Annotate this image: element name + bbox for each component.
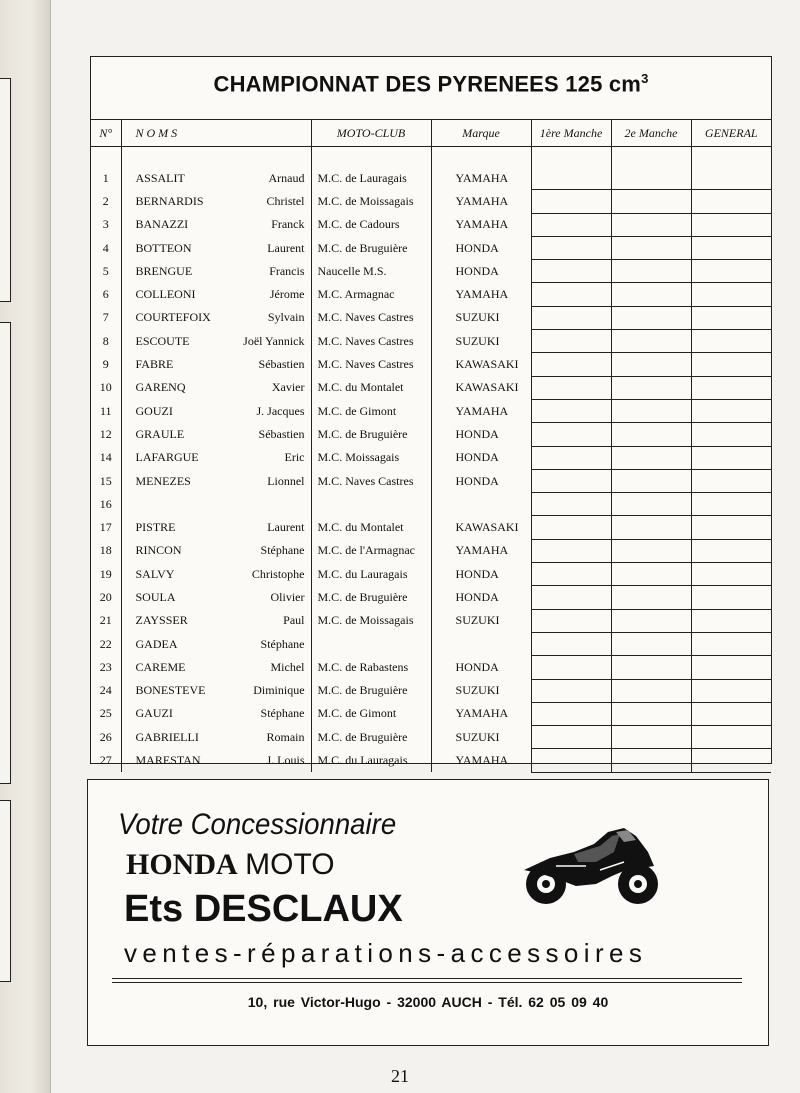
rider-club: M.C. de Bruguière: [311, 726, 431, 749]
score-manche2: [611, 493, 691, 516]
score-manche1: [531, 539, 611, 562]
rider-make: HONDA: [431, 656, 531, 679]
score-manche1: [531, 656, 611, 679]
dealer-advertisement: [87, 779, 769, 1046]
score-manche1: [531, 632, 611, 655]
ad-address: 10, rue Victor-Hugo - 32000 AUCH - Tél. 62 05 09 40: [247, 994, 609, 1010]
rider-firstname: Lionnel: [221, 469, 311, 492]
table-spacer-row: [91, 147, 771, 168]
score-manche1: [531, 167, 611, 190]
rider-surname: BOTTEON: [135, 240, 192, 255]
score-manche1: [531, 679, 611, 702]
table-row: [91, 306, 771, 329]
rider-make: HONDA: [431, 446, 531, 469]
rider-club: M.C. du Montalet: [311, 516, 431, 539]
table-row: [91, 586, 771, 609]
rider-surname: BERNARDIS: [135, 193, 204, 208]
col-header-no: N°: [91, 120, 121, 147]
score-manche2: [611, 399, 691, 422]
col-header-general: GENERAL: [691, 120, 771, 147]
rider-club: M.C. Moissagais: [311, 446, 431, 469]
rider-surname: [121, 493, 221, 516]
score-manche1: [531, 376, 611, 399]
rider-surname: MARESTAN: [135, 753, 201, 768]
rider-surname: GOUZI: [135, 403, 173, 418]
score-general: [691, 446, 771, 469]
rider-surname: BRENGUE: [135, 263, 193, 278]
score-general: [691, 469, 771, 492]
results-table: [91, 119, 771, 773]
score-manche1: [531, 446, 611, 469]
rider-surname: GADEA: [135, 636, 178, 651]
table-row: [91, 679, 771, 702]
table-row: [91, 260, 771, 283]
score-manche2: [611, 213, 691, 236]
rider-surname: ESCOUTE: [135, 333, 190, 348]
rider-number: 5: [91, 260, 121, 283]
score-general: [691, 423, 771, 446]
rider-club: M.C. du Lauragais: [311, 749, 431, 772]
score-general: [691, 190, 771, 213]
score-manche2: [611, 423, 691, 446]
rider-number: 27: [91, 749, 121, 772]
score-manche1: [531, 213, 611, 236]
table-row: [91, 330, 771, 353]
rider-make: HONDA: [431, 236, 531, 259]
score-manche1: [531, 423, 611, 446]
score-manche2: [611, 563, 691, 586]
score-manche2: [611, 330, 691, 353]
table-header-row: [91, 120, 771, 147]
rider-make: HONDA: [431, 469, 531, 492]
score-manche2: [611, 609, 691, 632]
rider-surname: FABRE: [135, 357, 174, 372]
ad-company: Ets DESCLAUX: [124, 888, 403, 930]
rider-club: M.C. de Bruguière: [311, 423, 431, 446]
rider-number: 2: [91, 190, 121, 213]
rider-club: M.C. du Lauragais: [311, 563, 431, 586]
rider-club: M.C. Armagnac: [311, 283, 431, 306]
rider-make: HONDA: [431, 586, 531, 609]
table-row: [91, 213, 771, 236]
rider-number: 12: [91, 423, 121, 446]
rider-firstname: Olivier: [221, 586, 311, 609]
col-header-noms: N O M S: [121, 120, 311, 147]
rider-firstname: Diminique: [221, 679, 311, 702]
rider-make: [431, 493, 531, 516]
score-manche2: [611, 306, 691, 329]
col-header-marque: Marque: [431, 120, 531, 147]
rider-make: YAMAHA: [431, 283, 531, 306]
rider-club: M.C. de Moissagais: [311, 190, 431, 213]
score-manche2: [611, 539, 691, 562]
score-manche1: [531, 236, 611, 259]
rider-firstname: Michel: [221, 656, 311, 679]
rider-make: YAMAHA: [431, 539, 531, 562]
score-general: [691, 726, 771, 749]
results-sheet: [90, 56, 772, 768]
score-general: [691, 330, 771, 353]
rider-club: M.C. Naves Castres: [311, 306, 431, 329]
rider-club: M.C. du Montalet: [311, 376, 431, 399]
rider-surname: ASSALIT: [135, 170, 185, 185]
rider-firstname: Christophe: [221, 563, 311, 586]
binding-tab: [0, 78, 11, 302]
rider-club: M.C. Naves Castres: [311, 469, 431, 492]
score-general: [691, 493, 771, 516]
rider-make: KAWASAKI: [431, 353, 531, 376]
score-general: [691, 609, 771, 632]
rider-make: YAMAHA: [431, 399, 531, 422]
rider-make: KAWASAKI: [431, 516, 531, 539]
score-manche2: [611, 632, 691, 655]
ad-brand: [126, 848, 335, 882]
rider-number: 20: [91, 586, 121, 609]
score-manche2: [611, 260, 691, 283]
score-general: [691, 702, 771, 725]
table-row: [91, 167, 771, 190]
title-text: CHAMPIONNAT DES PYRENEES 125 cm: [213, 71, 642, 97]
rider-make: SUZUKI: [431, 609, 531, 632]
score-manche2: [611, 469, 691, 492]
score-manche1: [531, 586, 611, 609]
rider-number: 16: [91, 493, 121, 516]
score-general: [691, 213, 771, 236]
rider-surname: LAFARGUE: [135, 450, 199, 465]
score-manche1: [531, 749, 611, 772]
score-manche2: [611, 236, 691, 259]
rider-firstname: Laurent: [221, 516, 311, 539]
rider-number: 15: [91, 469, 121, 492]
rider-firstname: J. Louis: [221, 749, 311, 772]
rider-number: 6: [91, 283, 121, 306]
score-manche2: [611, 726, 691, 749]
score-manche1: [531, 563, 611, 586]
score-manche2: [611, 353, 691, 376]
score-general: [691, 283, 771, 306]
rider-surname: RINCON: [135, 543, 182, 558]
rider-number: 11: [91, 399, 121, 422]
rider-firstname: Xavier: [221, 376, 311, 399]
rider-firstname: Stéphane: [221, 632, 311, 655]
rider-make: HONDA: [431, 260, 531, 283]
score-manche2: [611, 656, 691, 679]
table-row: [91, 609, 771, 632]
rider-club: M.C. de Gimont: [311, 702, 431, 725]
score-manche1: [531, 469, 611, 492]
score-manche1: [531, 702, 611, 725]
rider-make: SUZUKI: [431, 679, 531, 702]
table-row: [91, 376, 771, 399]
ad-services: ventes-réparations-accessoires: [124, 938, 648, 968]
rider-firstname: Sébastien: [221, 423, 311, 446]
rider-surname: MENEZES: [135, 473, 191, 488]
ad-tagline: Votre Concessionnaire: [118, 808, 397, 841]
rider-surname: BONESTEVE: [135, 683, 206, 698]
title-superscript: 3: [641, 71, 649, 86]
rider-club: M.C. de Gimont: [311, 399, 431, 422]
score-manche2: [611, 376, 691, 399]
table-row: [91, 749, 771, 772]
table-row: [91, 656, 771, 679]
rider-surname: COLLEONI: [135, 287, 196, 302]
table-row: [91, 539, 771, 562]
score-general: [691, 586, 771, 609]
score-general: [691, 353, 771, 376]
rider-club: [311, 493, 431, 516]
binding-tab: [0, 800, 11, 982]
score-manche1: [531, 283, 611, 306]
score-manche2: [611, 749, 691, 772]
rider-firstname: Stéphane: [221, 539, 311, 562]
rider-make: YAMAHA: [431, 702, 531, 725]
score-manche1: [531, 493, 611, 516]
rider-make: SUZUKI: [431, 726, 531, 749]
rider-make: HONDA: [431, 423, 531, 446]
rider-number: 7: [91, 306, 121, 329]
rider-firstname: Arnaud: [221, 167, 311, 190]
table-row: [91, 516, 771, 539]
rider-firstname: Romain: [221, 726, 311, 749]
score-manche1: [531, 516, 611, 539]
rider-make: YAMAHA: [431, 213, 531, 236]
rider-number: 10: [91, 376, 121, 399]
rider-club: M.C. de Moissagais: [311, 609, 431, 632]
motorcycle-icon: [516, 822, 666, 912]
score-manche2: [611, 516, 691, 539]
rider-club: M.C. Naves Castres: [311, 330, 431, 353]
rider-firstname: Jérome: [221, 283, 311, 306]
score-general: [691, 516, 771, 539]
rider-firstname: Eric: [221, 446, 311, 469]
rider-make: SUZUKI: [431, 306, 531, 329]
rider-make: HONDA: [431, 563, 531, 586]
rider-surname: GAUZI: [135, 706, 173, 721]
rider-surname: COURTEFOIX: [135, 310, 211, 325]
rider-number: 17: [91, 516, 121, 539]
page-title: [91, 71, 771, 97]
score-manche1: [531, 726, 611, 749]
rider-number: 14: [91, 446, 121, 469]
score-manche2: [611, 283, 691, 306]
rider-number: 19: [91, 563, 121, 586]
rider-surname: GABRIELLI: [135, 729, 199, 744]
binding-tab: [0, 322, 11, 784]
rider-club: M.C. de Rabastens: [311, 656, 431, 679]
table-row: [91, 353, 771, 376]
score-general: [691, 563, 771, 586]
table-row: [91, 190, 771, 213]
rider-number: 8: [91, 330, 121, 353]
score-manche1: [531, 260, 611, 283]
rider-number: 3: [91, 213, 121, 236]
page-number: 21: [391, 1066, 409, 1086]
score-manche1: [531, 609, 611, 632]
score-general: [691, 306, 771, 329]
rider-surname: CAREME: [135, 659, 186, 674]
rider-firstname: Franck: [221, 213, 311, 236]
rider-firstname: Stéphane: [221, 702, 311, 725]
table-row: [91, 236, 771, 259]
rider-number: 22: [91, 632, 121, 655]
rider-firstname: Joël Yannick: [221, 330, 311, 353]
rider-surname: GRAULE: [135, 426, 185, 441]
score-general: [691, 167, 771, 190]
table-row: [91, 469, 771, 492]
rider-number: 1: [91, 167, 121, 190]
score-general: [691, 260, 771, 283]
rider-club: M.C. Naves Castres: [311, 353, 431, 376]
rider-number: 18: [91, 539, 121, 562]
table-row: [91, 632, 771, 655]
rider-club: M.C. de Bruguière: [311, 236, 431, 259]
rider-number: 26: [91, 726, 121, 749]
score-general: [691, 236, 771, 259]
rider-make: YAMAHA: [431, 190, 531, 213]
rider-make: YAMAHA: [431, 167, 531, 190]
rider-number: 24: [91, 679, 121, 702]
score-general: [691, 632, 771, 655]
rider-number: 25: [91, 702, 121, 725]
score-manche1: [531, 330, 611, 353]
ad-brand-name: HONDA: [126, 848, 238, 881]
rider-firstname: Paul: [221, 609, 311, 632]
score-general: [691, 399, 771, 422]
score-manche1: [531, 306, 611, 329]
rider-surname: BANAZZI: [135, 217, 189, 232]
score-general: [691, 376, 771, 399]
ad-divider: [112, 978, 742, 979]
rider-club: M.C. de l'Armagnac: [311, 539, 431, 562]
rider-firstname: Francis: [221, 260, 311, 283]
rider-firstname: J. Jacques: [221, 399, 311, 422]
rider-make: YAMAHA: [431, 749, 531, 772]
score-general: [691, 539, 771, 562]
rider-number: 4: [91, 236, 121, 259]
score-manche1: [531, 353, 611, 376]
col-header-club: MOTO-CLUB: [311, 120, 431, 147]
score-manche2: [611, 702, 691, 725]
rider-number: 9: [91, 353, 121, 376]
rider-club: M.C. de Bruguière: [311, 679, 431, 702]
score-manche2: [611, 586, 691, 609]
rider-club: [311, 632, 431, 655]
table-row: [91, 446, 771, 469]
rider-firstname: [221, 493, 311, 516]
ad-divider: [112, 982, 742, 983]
rider-club: M.C. de Bruguière: [311, 586, 431, 609]
rider-surname: SOULA: [135, 589, 176, 604]
score-manche1: [531, 399, 611, 422]
previous-page-binding: [0, 0, 51, 1093]
table-row: [91, 563, 771, 586]
score-general: [691, 679, 771, 702]
table-row: [91, 726, 771, 749]
table-row: [91, 399, 771, 422]
table-row: [91, 702, 771, 725]
rider-make: KAWASAKI: [431, 376, 531, 399]
rider-firstname: Laurent: [221, 236, 311, 259]
rider-number: 21: [91, 609, 121, 632]
rider-make: [431, 632, 531, 655]
rider-club: M.C. de Cadours: [311, 213, 431, 236]
score-manche1: [531, 190, 611, 213]
score-general: [691, 749, 771, 772]
rider-firstname: Sébastien: [221, 353, 311, 376]
rider-surname: GARENQ: [135, 380, 186, 395]
rider-surname: SALVY: [135, 566, 175, 581]
rider-number: 23: [91, 656, 121, 679]
score-manche2: [611, 167, 691, 190]
col-header-manche1: 1ère Manche: [531, 120, 611, 147]
score-general: [691, 656, 771, 679]
score-manche2: [611, 446, 691, 469]
col-header-manche2: 2e Manche: [611, 120, 691, 147]
table-row: [91, 423, 771, 446]
rider-surname: ZAYSSER: [135, 613, 188, 628]
table-row: [91, 283, 771, 306]
rider-firstname: Christel: [221, 190, 311, 213]
table-row: [91, 493, 771, 516]
rider-firstname: Sylvain: [221, 306, 311, 329]
rider-surname: PISTRE: [135, 520, 176, 535]
rider-club: Naucelle M.S.: [311, 260, 431, 283]
score-manche2: [611, 679, 691, 702]
score-manche2: [611, 190, 691, 213]
rider-club: M.C. de Lauragais: [311, 167, 431, 190]
ad-brand-suffix: MOTO: [245, 848, 335, 881]
rider-make: SUZUKI: [431, 330, 531, 353]
